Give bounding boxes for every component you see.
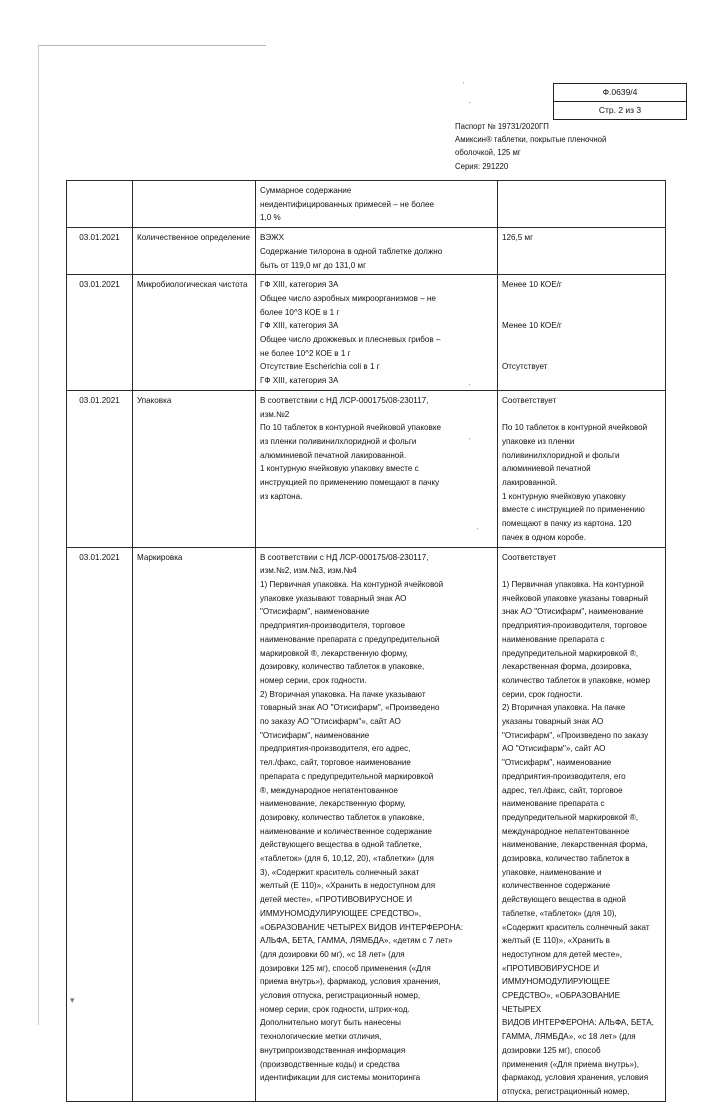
requirement-line: изм.№2, изм.№3, изм.№4 [260, 566, 357, 576]
requirement-line: номер серии, срок годности. [260, 675, 367, 685]
requirement-line: наименование и количественное содержание [260, 826, 432, 836]
requirement-line: 1) Первичная упаковка. На контурной ячейковой [260, 579, 444, 589]
requirement-line: условия отпуска, регистрационный номер, [260, 991, 421, 1001]
requirement-line: маркировкой ®, лекарственную форму, [260, 648, 408, 658]
result-line: ВИДОВ ИНТЕРФЕРОНА: АЛЬФА, БЕТА, [502, 1018, 654, 1028]
result-line: алюминиевой печатной [502, 464, 591, 474]
requirement-line: ИММУНОМОДУЛИРУЮЩЕЕ СРЕДСТВО», [260, 908, 422, 918]
result-line: "Отисифарм", наименование [502, 758, 612, 768]
result-line: лекарственная форма, дозировка, [502, 662, 632, 672]
scan-speck: ▾ [70, 995, 75, 1005]
result-line [502, 184, 661, 198]
result-line: дозировка, количество таблеток в [502, 854, 630, 864]
requirement-line: 2) Вторичная упаковка. На пачке указывают [260, 689, 426, 699]
result-line: серии, срок годности. [502, 689, 583, 699]
result-line: количественное содержание [502, 881, 611, 891]
result-line: помещают в пачку из картона. 120 [502, 519, 632, 529]
result-cell [498, 390, 666, 547]
form-code: Ф.0639/4 [602, 87, 638, 97]
requirement-line: алюминиевой печатной лакированной. [260, 450, 407, 460]
requirement-line: АЛЬФА, БЕТА, ГАММА, ЛЯМБДА», «детям с 7 лет» [260, 936, 453, 946]
scan-speck: ˋ [476, 527, 479, 537]
scan-speck: · [468, 97, 471, 107]
requirement-line: «таблеток» (для 6, 10,12, 20), «таблетки» (для [260, 854, 434, 864]
scan-speck: ˋ [468, 383, 471, 393]
requirement-line: из пленки поливинилхлоридной и фольги [260, 436, 417, 446]
left-margin-rule [38, 45, 39, 1025]
requirement-line: Отсутствие Escherichia coli в 1 г [260, 362, 380, 372]
requirement-line: желтый (Е 110)», «Хранить в недоступном для [260, 881, 436, 891]
requirement-line: (для дозировки 60 мг), «с 18 лет» (для [260, 949, 405, 959]
result-line: 1 контурную ячейковую упаковку [502, 491, 626, 501]
result-line: Менее 10 КОЕ/г [502, 280, 562, 290]
requirement-line: дозировки 125 мг), способ применения («Для [260, 963, 431, 973]
result-line: знак АО "Отисифарм", наименование [502, 607, 644, 617]
result-line: Отсутствует [502, 362, 548, 372]
requirement-line: Общее число аэробных микроорганизмов – не [260, 293, 436, 303]
requirement-cell [256, 181, 498, 228]
requirement-line: изм.№2 [260, 409, 290, 419]
requirement-line: дозировку, количество таблеток в упаковке, [260, 662, 425, 672]
table-row [67, 390, 666, 547]
result-line: предприятия-производителя, его [502, 771, 626, 781]
requirement-line: В соответствии с НД ЛСР-000175/08-230117, [260, 552, 429, 562]
requirement-line: По 10 таблеток в контурной ячейковой упаковке [260, 423, 441, 433]
requirement-line: ГФ XIII, категория 3А [260, 280, 339, 290]
requirement-line: приема внутрь»), фармакод, условия хранения, [260, 977, 441, 987]
requirement-cell [256, 228, 498, 275]
requirement-line: действующего вещества в одной таблетке, [260, 840, 422, 850]
result-line: По 10 таблеток в контурной ячейковой [502, 423, 648, 433]
result-line: поливинилхлоридной и фольги [502, 450, 620, 460]
requirement-line: тел./факс, сайт, торговое наименование [260, 758, 411, 768]
result-line [502, 306, 661, 320]
indicator-name: Маркировка [133, 547, 256, 1101]
requirement-line: В соответствии с НД ЛСР-000175/08-230117, [260, 395, 429, 405]
result-line: ГАММА, ЛЯМБДА», «с 18 лет» (для [502, 1032, 636, 1042]
requirement-line: детей месте», «ПРОТИВОВИРУСНОЕ И [260, 895, 413, 905]
result-line: упаковке, наименование и [502, 867, 602, 877]
result-line: АО "Отисифарм"», сайт АО [502, 744, 606, 754]
requirement-line: внутрипроизводственная информация [260, 1045, 406, 1055]
requirement-line: "Отисифарм", наименование [260, 730, 370, 740]
page-number: Стр. 2 из 3 [554, 101, 686, 119]
requirement-line: номер серии, срок годности, штрих-код. [260, 1004, 410, 1014]
result-line: предупредительной маркировкой ®, [502, 648, 639, 658]
result-line: указаны товарный знак АО [502, 717, 604, 727]
requirement-line: «ОБРАЗОВАНИЕ ЧЕТЫРЕХ ВИДОВ ИНТЕРФЕРОНА: [260, 922, 464, 932]
requirement-line: более 10^3 КОЕ в 1 г [260, 307, 340, 317]
test-date [67, 181, 133, 228]
table-row [67, 275, 666, 391]
result-cell [498, 228, 666, 275]
requirement-line: препарата с предупредительной маркировкой [260, 771, 434, 781]
requirement-line: 1 контурную ячейковую упаковку вместе с [260, 464, 419, 474]
requirement-line: технологические метки отличия, [260, 1032, 382, 1042]
result-line: 1) Первичная упаковка. На контурной [502, 579, 644, 589]
test-date: 03.01.2021 [67, 547, 133, 1101]
result-line: наименование препарата с [502, 799, 605, 809]
requirement-line: быть от 119,0 мг до 131,0 мг [260, 260, 367, 270]
requirement-cell [256, 390, 498, 547]
batch-number: Серия: 291220 [455, 161, 509, 171]
requirement-line: "Отисифарм", наименование [260, 607, 370, 617]
result-line [502, 347, 661, 361]
requirement-line: Суммарное содержание [260, 186, 352, 195]
result-line: "Отисифарм", «Произведено по заказу [502, 730, 649, 740]
result-line: Соответствует [502, 395, 557, 405]
scan-speck: ˋ [462, 81, 465, 91]
result-line: наименование препарата с [502, 634, 605, 644]
result-line: 2) Вторичная упаковка. На пачке [502, 703, 626, 713]
top-rule [38, 45, 266, 46]
requirement-line: ГФ XIII, категория 3А [260, 376, 339, 386]
result-line: предприятия-производителя, торговое [502, 621, 647, 631]
result-line: СРЕДСТВО», «ОБРАЗОВАНИЕ ЧЕТЫРЕХ [502, 991, 621, 1014]
result-line [502, 333, 661, 347]
result-line: упаковке из пленки [502, 436, 575, 446]
requirement-line: (производственные коды) и средства [260, 1059, 400, 1069]
result-line: Соответствует [502, 552, 557, 562]
result-line: отпуска, регистрационный номер, [502, 1087, 630, 1096]
result-line: Менее 10 КОЕ/г [502, 321, 562, 331]
passport-info [455, 120, 675, 173]
requirement-line: 3), «Содержит краситель солнечный закат [260, 867, 420, 877]
result-line: ячейковой упаковке указаны товарный [502, 593, 649, 603]
requirement-line: инструкцией по применению помещают в пачку [260, 478, 440, 488]
result-line: пачек в одном коробе. [502, 532, 587, 542]
result-cell [498, 275, 666, 391]
product-name: Амиксин® таблетки, покрытые пленочной [455, 135, 607, 145]
test-date: 03.01.2021 [67, 390, 133, 547]
requirement-line: наименование препарата с предупредительной [260, 634, 440, 644]
result-line: «Содержит краситель солнечный закат [502, 922, 650, 932]
requirement-line: товарный знак АО "Отисифарм", «Произведено [260, 703, 440, 713]
requirement-line: 1,0 % [260, 213, 281, 223]
result-cell [498, 547, 666, 1101]
table-row [67, 228, 666, 275]
requirement-line: идентификации для системы мониторинга [260, 1073, 421, 1083]
result-line: вместе с инструкцией по применению [502, 505, 645, 515]
requirement-line: по заказу АО "Отисифарм"», сайт АО [260, 717, 401, 727]
requirement-line: упаковке указывают товарный знак АО [260, 593, 407, 603]
result-line: предупредительной маркировкой ®, [502, 812, 639, 822]
requirement-cell [256, 547, 498, 1101]
requirement-line: из картона. [260, 491, 303, 501]
result-line: лакированной. [502, 478, 558, 488]
requirement-line: Дополнительно могут быть нанесены [260, 1018, 401, 1028]
result-line: «ПРОТИВОВИРУСНОЕ И [502, 963, 600, 973]
result-line: количество таблеток в упаковке, номер [502, 675, 650, 685]
requirement-line: Общее число дрожжевых и плесневых грибов – [260, 335, 441, 345]
result-line: действующего вещества в одной [502, 895, 626, 905]
result-line: применения («Для приема внутрь»), [502, 1059, 640, 1069]
product-form: оболочкой, 125 мг [455, 148, 521, 158]
form-code-box [553, 83, 687, 120]
table-row [67, 547, 666, 1101]
scan-speck: ˋ [468, 437, 471, 447]
table-row [67, 181, 666, 228]
requirement-line: Содержание тилорона в одной таблетке должно [260, 246, 443, 256]
result-cell [498, 181, 666, 228]
passport-number: Паспорт № 19731/2020ГП [455, 122, 549, 131]
result-line: дозировки 125 мг), способ [502, 1045, 601, 1055]
requirement-line: дозировку, количество таблеток в упаковке, [260, 812, 425, 822]
result-line: наименование, лекарственная форма, [502, 840, 648, 850]
result-line: 126,5 мг [502, 233, 534, 243]
result-line: международное непатентованное [502, 826, 630, 836]
result-line [502, 408, 661, 422]
requirement-line: не более 10^2 КОЕ в 1 г [260, 348, 351, 358]
test-date: 03.01.2021 [67, 275, 133, 391]
indicator-name: Микробиологическая чистота [133, 275, 256, 391]
requirement-cell [256, 275, 498, 391]
indicator-name: Упаковка [133, 390, 256, 547]
requirement-line: наименование, лекарственную форму, [260, 799, 406, 809]
test-date: 03.01.2021 [67, 228, 133, 275]
requirement-line: ВЭЖХ [260, 233, 284, 243]
result-line: фармакод, условия хранения, условия [502, 1073, 649, 1083]
requirement-line: предприятия-производителя, торговое [260, 621, 405, 631]
result-line: адрес, тел./факс, сайт, торговое [502, 785, 623, 795]
quality-table [66, 180, 666, 1102]
result-line: ИММУНОМОДУЛИРУЮЩЕЕ [502, 977, 610, 987]
result-line: таблетке, «таблеток» (для 10), [502, 908, 617, 918]
result-line: недоступном для детей месте», [502, 949, 622, 959]
result-line: желтый (Е 110)», «Хранить в [502, 936, 610, 946]
requirement-line: ®, международное непатентованное [260, 785, 398, 795]
requirement-line: предприятия-производителя, его адрес, [260, 744, 411, 754]
indicator-name [133, 181, 256, 228]
requirement-line: неидентифицированных примесей – не более [260, 199, 434, 209]
requirement-line: ГФ XIII, категория 3А [260, 321, 339, 331]
result-line [502, 564, 661, 578]
indicator-name: Количественное определение [133, 228, 256, 275]
result-line [502, 292, 661, 306]
